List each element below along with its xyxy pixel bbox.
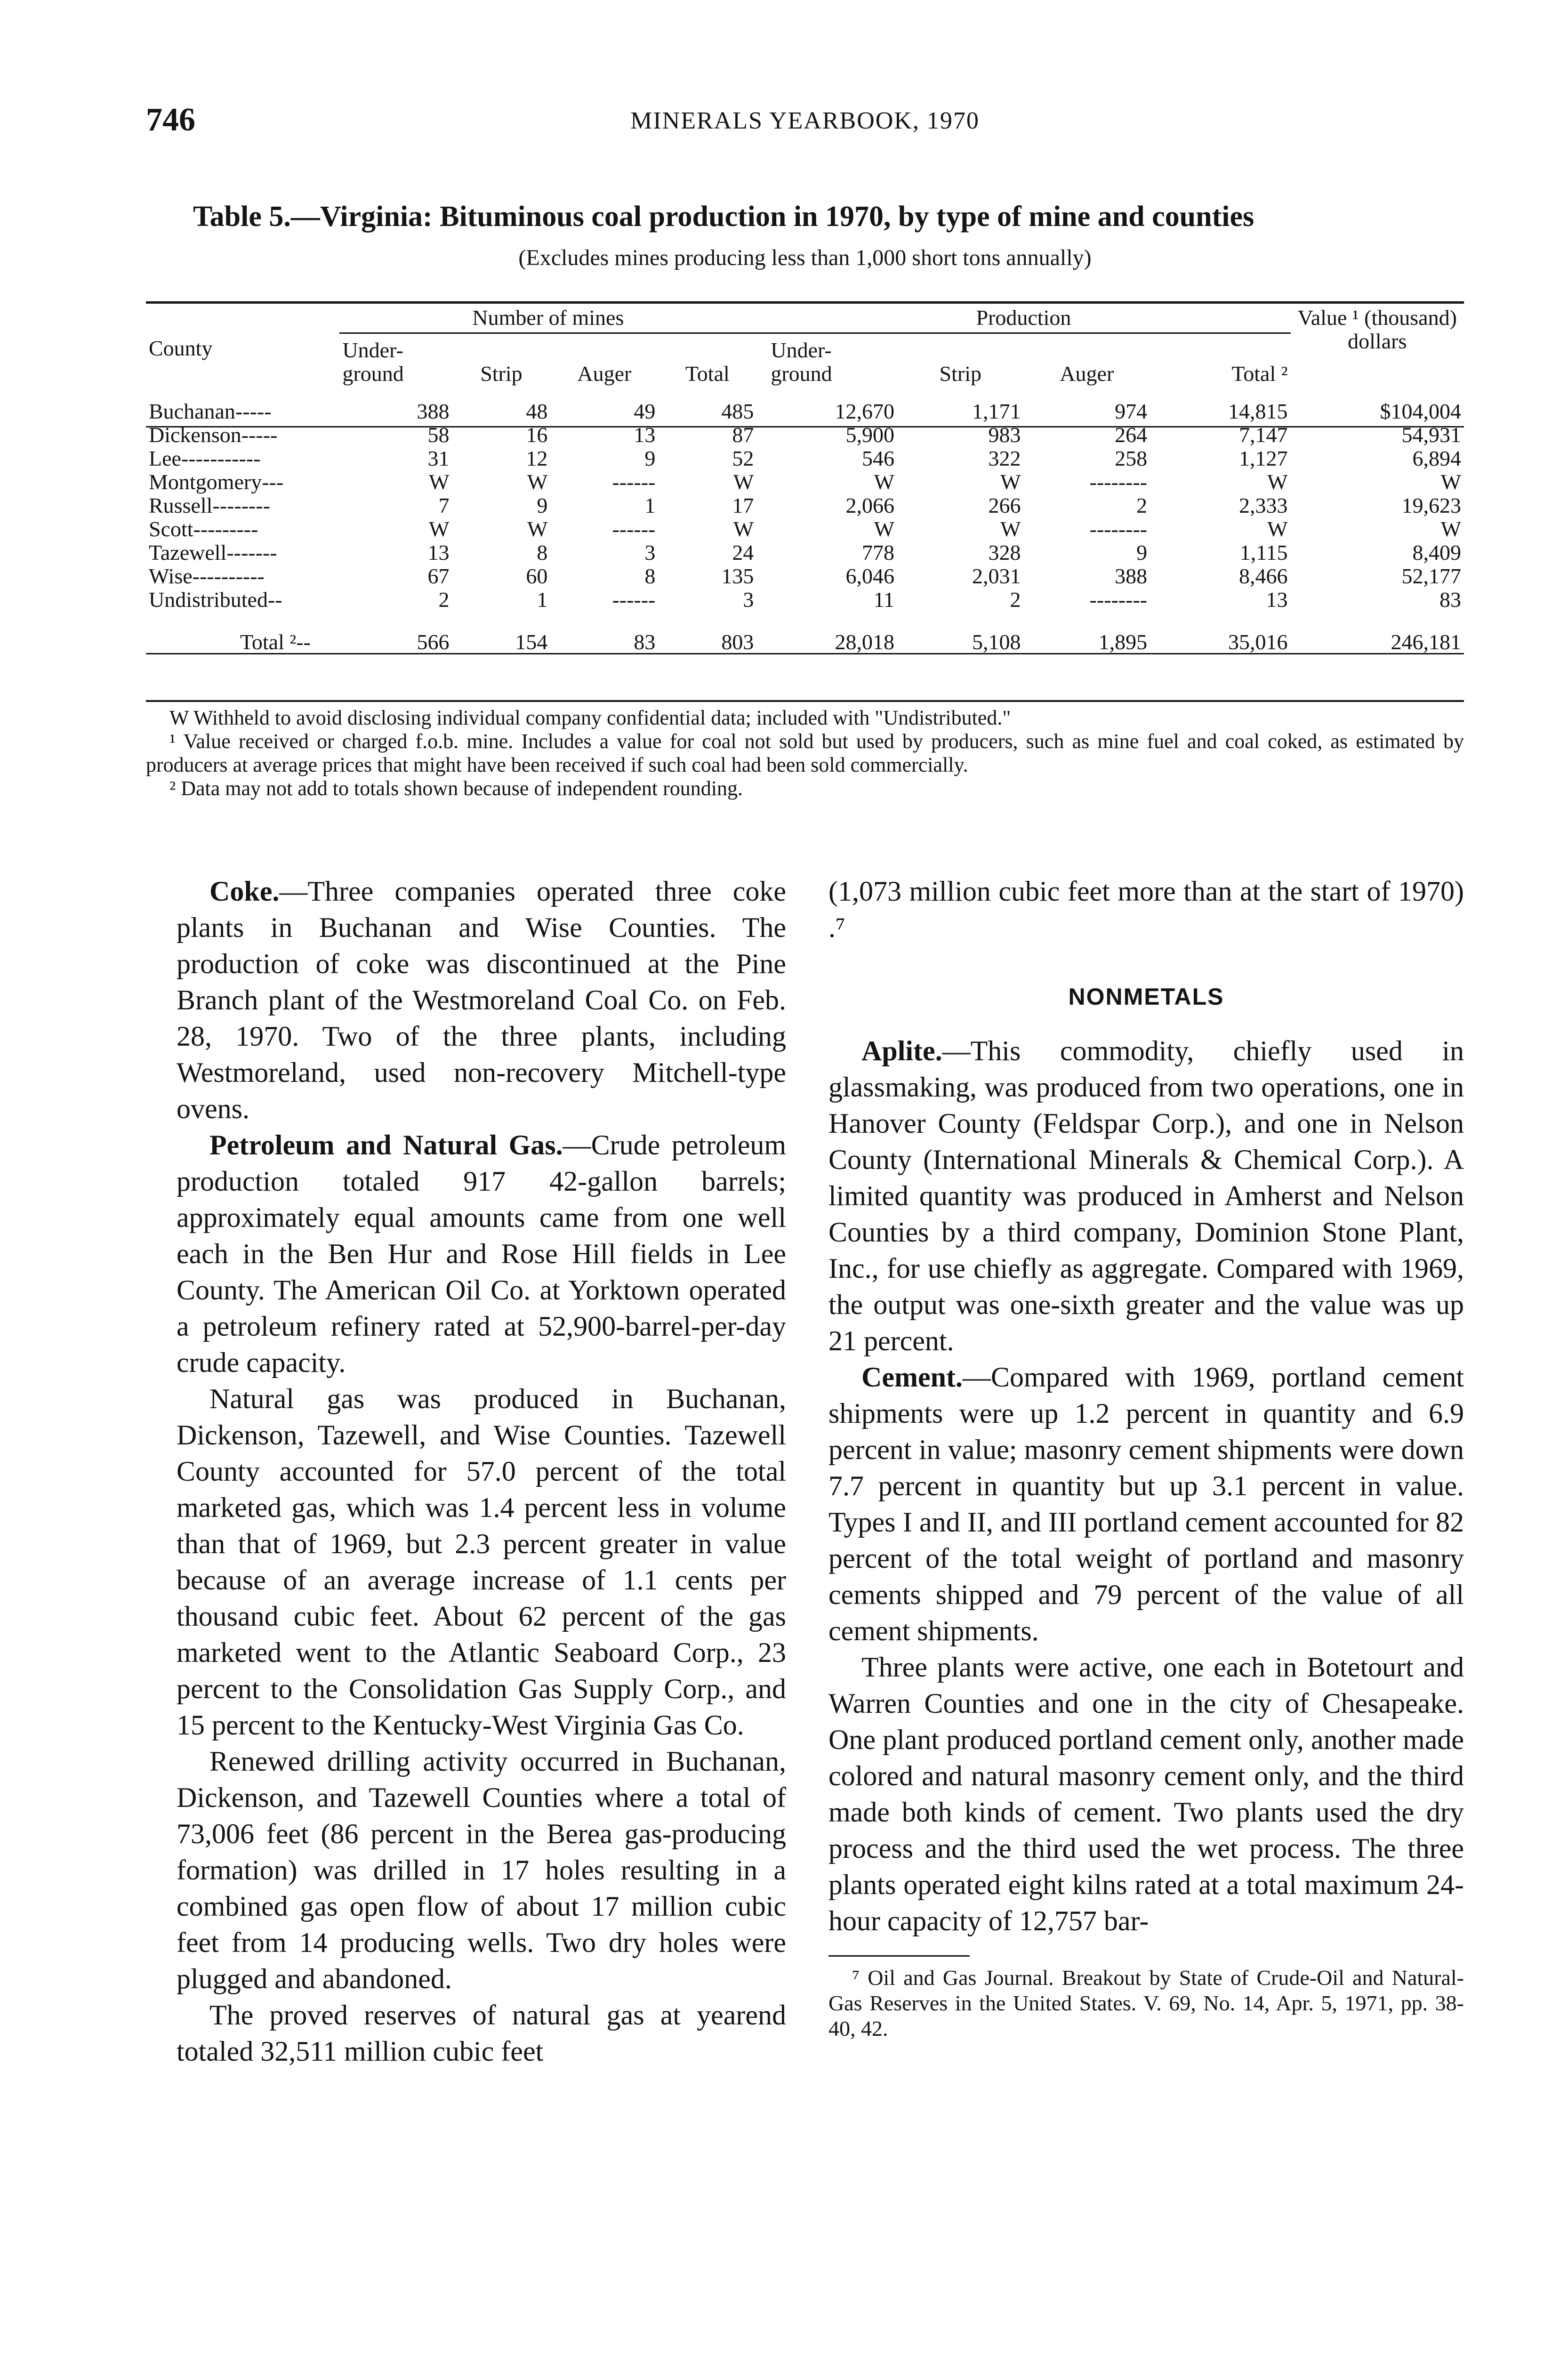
aplite-heading: Aplite. xyxy=(861,1035,942,1066)
page-number: 746 xyxy=(146,102,195,138)
coke-heading: Coke. xyxy=(209,876,280,907)
mines-total-cell: 52 xyxy=(732,446,754,470)
table-row xyxy=(146,470,1464,494)
mines-auger-cell: ------ xyxy=(612,588,656,612)
table-row xyxy=(146,447,1464,470)
table-row xyxy=(146,541,1464,564)
prod-strip-cell: W xyxy=(1000,517,1021,541)
prod-total-cell: 1,115 xyxy=(1239,540,1288,564)
prod-underground-cell: 778 xyxy=(862,540,895,564)
aplite-paragraph: Aplite.—This commodity, chiefly used in glassmaking, was produced from two operations, one in Hanover County (Feldspar Corp.), and one in Nelson County (International Minerals & Chemical Corp.). A limited quantity was produced in Amherst and Nelson Counties by a third company, Dominion Stone Plant, Inc., for use chiefly as aggregate. Compared with 1969, the output was one-sixth greater and the value was up 21 percent. xyxy=(828,1035,1464,1356)
footnote-rule xyxy=(828,1955,970,1957)
value-cell: $104,004 xyxy=(1380,399,1461,423)
prod-underground-cell: 6,046 xyxy=(845,564,895,588)
prod-auger-cell: 388 xyxy=(1115,564,1148,588)
mines-underground-cell: W xyxy=(429,517,450,541)
reserves-continuation: (1,073 million cubic feet more than at the start of 1970) .⁷ xyxy=(828,876,1464,943)
prod-auger-cell: 264 xyxy=(1115,423,1148,447)
prod-strip-cell: 266 xyxy=(988,493,1021,517)
mines-auger-header: Auger xyxy=(577,362,632,386)
prod-auger-header: Auger xyxy=(1060,362,1114,386)
prod-strip-cell: 2 xyxy=(1010,588,1021,612)
petroleum-paragraph: Petroleum and Natural Gas.—Crude petroleum production totaled 917 42-gallon barrels; approximately equal amounts came from one well each in the Ben Hur and Rose Hill fields in Lee County. The American Oil Co. at Yorktown operated a petroleum refinery rated at 52,900-barrel-per-day crude capacity. xyxy=(177,1129,786,1378)
county-cell: Lee----------- xyxy=(149,446,261,470)
prod-total-cell: 13 xyxy=(1266,588,1288,612)
production-header: Production xyxy=(756,306,1290,333)
prod-total-cell: 8,466 xyxy=(1239,564,1288,588)
value-cell: W xyxy=(1440,470,1461,494)
value-cell: 6,894 xyxy=(1412,446,1461,470)
mines-underground-cell: 58 xyxy=(427,423,450,447)
prod-auger-cell: -------- xyxy=(1089,588,1148,612)
prod-strip-cell: 2,031 xyxy=(972,564,1021,588)
prod-total-cell: 1,127 xyxy=(1239,446,1288,470)
mines-total-cell: 135 xyxy=(721,564,754,588)
mines-strip-cell: 16 xyxy=(526,423,548,447)
mines-total-cell: 24 xyxy=(732,540,754,564)
prod-strip-cell: W xyxy=(1000,470,1021,494)
mines-strip-cell: 8 xyxy=(537,540,548,564)
prod-underground-header: Under- ground xyxy=(771,338,832,386)
prod-total-cell: 14,815 xyxy=(1228,399,1288,423)
prod-auger-cell: -------- xyxy=(1089,517,1148,541)
county-cell: Tazewell------- xyxy=(149,540,277,564)
mines-total-cell: 17 xyxy=(732,493,754,517)
mines-auger-cell: 9 xyxy=(644,446,656,470)
table-note-withheld: W Withheld to avoid disclosing individual company confidential data; included with "Undistributed." xyxy=(169,706,1011,729)
prod-auger-cell: 974 xyxy=(1115,399,1148,423)
county-cell: Undistributed-- xyxy=(149,588,282,612)
mines-strip-cell: W xyxy=(527,470,548,494)
mines-total-cell: 3 xyxy=(743,588,754,612)
prod-underground-cell: W xyxy=(874,517,895,541)
cement-plants-paragraph: Three plants were active, one each in Botetourt and Warren Counties and one in the city of Chesapeake. One plant produced portland cement only, another made colored and natural masonry cement only, and the third made both kinds of cement. Two plants used the dry process and the third used the wet process. The three plants operated eight kilns rated at a total maximum 24-hour capacity of 12,757 bar- xyxy=(828,1652,1464,1936)
table-title: Table 5.—Virginia: Bituminous coal production in 1970, by type of mine and counties xyxy=(193,201,1254,233)
mines-total-cell: W xyxy=(733,470,754,494)
mines-auger-cell: 49 xyxy=(634,399,656,423)
mines-underground-cell: 67 xyxy=(427,564,450,588)
right-text-column xyxy=(828,873,1464,2041)
table-note-2: ² Data may not add to totals shown because of independent rounding. xyxy=(169,777,743,800)
mines-strip-cell: W xyxy=(527,517,548,541)
mines-underground-header: Under- ground xyxy=(342,338,404,386)
coal-production-table xyxy=(146,306,1464,663)
left-text-column xyxy=(177,873,786,2070)
total-row xyxy=(146,618,1464,663)
prod-underground-cell: 11 xyxy=(873,588,895,612)
mines-auger-cell: 3 xyxy=(644,540,656,564)
footnote-7: ⁷ Oil and Gas Journal. Breakout by State of Crude-Oil and Natural-Gas Reserves in the United States. V. 69, No. 14, Apr. 5, 1971, pp. 38-40, 42. xyxy=(828,1966,1464,2040)
mines-total-cell: 485 xyxy=(721,399,754,423)
table-row xyxy=(146,390,1464,423)
county-cell: Scott--------- xyxy=(149,517,258,541)
prod-strip-cell: 328 xyxy=(988,540,1021,564)
prod-strip-cell: 1,171 xyxy=(972,399,1021,423)
table-row xyxy=(146,423,1464,447)
prod-strip-cell: 5,108 xyxy=(972,630,1021,654)
county-cell: Dickenson----- xyxy=(149,423,278,447)
county-cell: Buchanan----- xyxy=(149,399,272,423)
table-row xyxy=(146,517,1464,541)
value-cell: 52,177 xyxy=(1401,564,1461,588)
prod-underground-cell: 12,670 xyxy=(835,399,895,423)
county-header: County xyxy=(149,336,213,360)
mines-total-header: Total xyxy=(685,362,730,386)
value-header: Value ¹ (thousand) dollars xyxy=(1297,306,1457,353)
mines-underground-cell: 566 xyxy=(417,630,450,654)
mines-strip-header: Strip xyxy=(480,362,523,386)
value-cell: 19,623 xyxy=(1401,493,1461,517)
prod-underground-cell: W xyxy=(874,470,895,494)
table-row xyxy=(146,494,1464,517)
prod-auger-cell: -------- xyxy=(1089,470,1148,494)
mines-strip-cell: 9 xyxy=(537,493,548,517)
prod-strip-cell: 322 xyxy=(988,446,1021,470)
prod-total-cell: 2,333 xyxy=(1239,493,1288,517)
reserves-paragraph: The proved reserves of natural gas at yearend totaled 32,511 million cubic feet xyxy=(177,1999,786,2067)
publication-title: MINERALS YEARBOOK, 1970 xyxy=(630,107,980,134)
prod-underground-cell: 2,066 xyxy=(845,493,895,517)
prod-strip-header: Strip xyxy=(939,362,981,386)
mines-strip-cell: 60 xyxy=(526,564,548,588)
nonmetals-heading: NONMETALS xyxy=(1068,984,1224,1010)
prod-total-cell: 7,147 xyxy=(1239,423,1288,447)
cement-heading: Cement. xyxy=(861,1362,963,1393)
mines-underground-cell: W xyxy=(429,470,450,494)
value-cell: W xyxy=(1440,517,1461,541)
prod-underground-cell: 28,018 xyxy=(835,630,895,654)
prod-total-cell: W xyxy=(1267,470,1288,494)
value-cell: 83 xyxy=(1439,588,1461,612)
mines-strip-cell: 12 xyxy=(526,446,548,470)
total-label-cell: Total ²-- xyxy=(240,630,311,654)
mines-auger-cell: 1 xyxy=(644,493,656,517)
petroleum-heading: Petroleum and Natural Gas. xyxy=(209,1129,563,1161)
mines-auger-cell: ------ xyxy=(612,517,656,541)
mines-total-cell: 87 xyxy=(732,423,754,447)
mines-auger-cell: 13 xyxy=(634,423,656,447)
table-subtitle: (Excludes mines producing less than 1,000 short tons annually) xyxy=(518,245,1092,270)
county-cell: Russell-------- xyxy=(149,493,271,517)
prod-strip-cell: 983 xyxy=(988,423,1021,447)
mines-underground-cell: 2 xyxy=(438,588,450,612)
coke-paragraph: Coke.—Three companies operated three coke plants in Buchanan and Wise Counties. The production of coke was discontinued at the Pine Branch plant of the Westmoreland Coal Co. on Feb. 28, 1970. Two of the three plants, including Westmoreland, used non-recovery Mitchell-type ovens. xyxy=(177,876,786,1124)
prod-auger-cell: 2 xyxy=(1136,493,1148,517)
table-note-1: ¹ Value received or charged f.o.b. mine. Includes a value for coal not sold but used by producers, such as mine fuel and coal coked, as estimated by producers at average prices that might have been received if such coal had been sold commercially. xyxy=(146,730,1464,776)
prod-total-cell: W xyxy=(1267,517,1288,541)
number-of-mines-header: Number of mines xyxy=(339,306,756,333)
mines-strip-cell: 1 xyxy=(537,588,548,612)
prod-auger-cell: 9 xyxy=(1136,540,1148,564)
running-head xyxy=(146,101,1464,148)
drilling-paragraph: Renewed drilling activity occurred in Buchanan, Dickenson, and Tazewell Counties where a total of 73,006 feet (86 percent in the Berea gas-producing formation) was drilled in 17 holes resulting in a combined gas open flow of about 17 million cubic feet from 14 producing wells. Two dry holes were plugged and abandoned. xyxy=(177,1746,786,1994)
table-row xyxy=(146,588,1464,618)
mines-underground-cell: 388 xyxy=(417,399,450,423)
county-cell: Montgomery--- xyxy=(149,470,284,494)
prod-total-header: Total ² xyxy=(1231,362,1288,386)
value-cell: 54,931 xyxy=(1401,423,1461,447)
prod-total-cell: 35,016 xyxy=(1228,630,1288,654)
prod-underground-cell: 5,900 xyxy=(845,423,895,447)
mines-auger-cell: ------ xyxy=(612,470,656,494)
prod-auger-cell: 258 xyxy=(1115,446,1148,470)
table-notes xyxy=(146,706,1464,800)
table-top-rule xyxy=(146,301,1464,304)
mines-underground-cell: 7 xyxy=(438,493,450,517)
value-cell: 8,409 xyxy=(1412,540,1461,564)
cement-paragraph: Cement.—Compared with 1969, portland cement shipments were up 1.2 percent in quantity and 6.9 percent in value; masonry cement shipments were down 7.7 percent in quantity but up 3.1 percent in value. Types I and II, and III portland cement accounted for 82 percent of the total weight of portland and masonry cements shipped and 79 percent of the value of all cement shipments. xyxy=(828,1362,1464,1646)
mines-total-cell: W xyxy=(733,517,754,541)
value-cell: 246,181 xyxy=(1391,630,1461,654)
mines-strip-cell: 154 xyxy=(515,630,548,654)
mines-strip-cell: 48 xyxy=(526,399,548,423)
table-bottom-rule xyxy=(146,700,1464,702)
natural-gas-paragraph: Natural gas was produced in Buchanan, Dickenson, Tazewell, and Wise Counties. Tazewell County accounted for 57.0 percent of the total marketed gas, which was 1.4 percent less in volume than that of 1969, but 2.3 percent greater in value because of an average increase of 1.1 cents per thousand cubic feet. About 62 percent of the gas marketed went to the Atlantic Seaboard Corp., 23 percent to the Consolidation Gas Supply Corp., and 15 percent to the Kentucky-West Virginia Gas Co. xyxy=(177,1383,786,1741)
county-cell: Wise---------- xyxy=(149,564,265,588)
table-row xyxy=(146,564,1464,588)
mines-underground-cell: 13 xyxy=(427,540,450,564)
mines-total-cell: 803 xyxy=(721,630,754,654)
prod-underground-cell: 546 xyxy=(862,446,895,470)
mines-auger-cell: 83 xyxy=(634,630,656,654)
mines-auger-cell: 8 xyxy=(644,564,656,588)
prod-auger-cell: 1,895 xyxy=(1098,630,1148,654)
mines-underground-cell: 31 xyxy=(427,446,450,470)
